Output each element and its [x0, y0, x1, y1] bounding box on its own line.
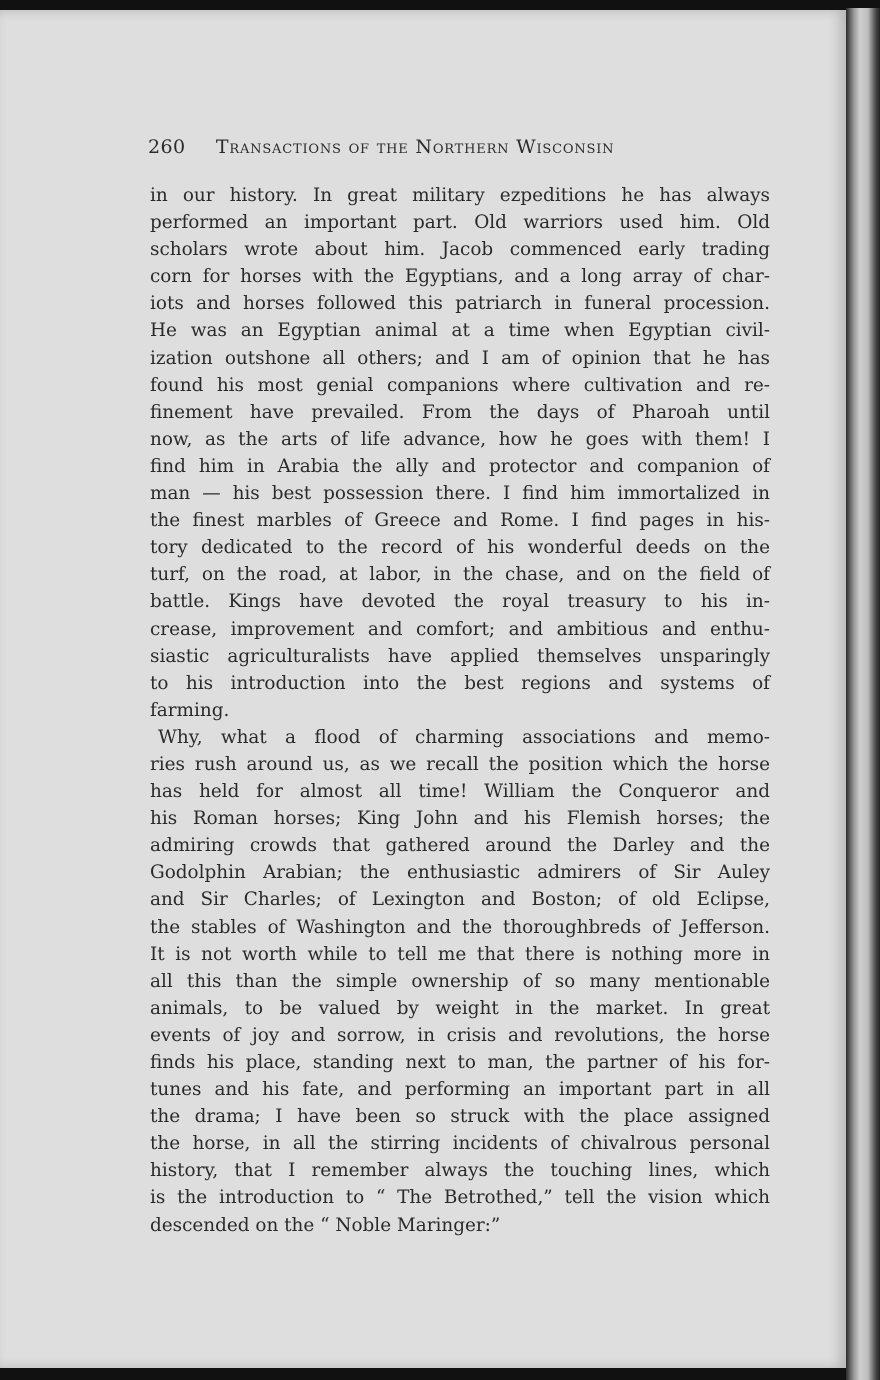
- book-page: [0, 10, 846, 1368]
- text-line: man — his best possession there. I find him immortalized in: [150, 483, 770, 505]
- text-line: his Roman horses; King John and his Flemish horses; the: [150, 808, 770, 830]
- text-line: the stables of Washington and the thoroughbreds of Jefferson.: [150, 916, 770, 938]
- text-line: to his introduction into the best regions and systems of: [150, 672, 770, 694]
- text-line: the finest marbles of Greece and Rome. I find pages in his-: [150, 510, 770, 532]
- text-line: ization outshone all others; and I am of opinion that he has: [150, 347, 770, 369]
- text-line: He was an Egyptian animal at a time when Egyptian civil-: [150, 320, 770, 342]
- text-line: the horse, in all the stirring incidents of chivalrous personal: [150, 1133, 770, 1155]
- text-line: ries rush around us, as we recall the position which the horse: [150, 753, 770, 775]
- text-line: tory dedicated to the record of his wonderful deeds on the: [150, 537, 770, 559]
- text-line: tunes and his fate, and performing an important part in all: [150, 1079, 770, 1101]
- text-line: siastic agriculturalists have applied themselves unsparingly: [150, 645, 770, 667]
- text-line: is the introduction to “ The Betrothed,” tell the vision which: [150, 1187, 770, 1209]
- text-line: admiring crowds that gathered around the Darley and the: [150, 835, 770, 857]
- page-header: [148, 136, 768, 158]
- text-line: iots and horses followed this patriarch in funeral procession.: [150, 293, 770, 315]
- text-line: It is not worth while to tell me that there is nothing more in: [150, 943, 770, 965]
- text-line: in our history. In great military ezpeditions he has always: [150, 185, 770, 206]
- text-line: Godolphin Arabian; the enthusiastic admirers of Sir Auley: [150, 862, 770, 884]
- text-line: events of joy and sorrow, in crisis and revolutions, the horse: [150, 1024, 770, 1046]
- page-number: 260: [148, 136, 186, 158]
- paragraph: [150, 182, 770, 724]
- text-line: find him in Arabia the ally and protector and companion of: [150, 455, 770, 477]
- text-line: found his most genial companions where cultivation and re-: [150, 374, 770, 396]
- text-line: finement have prevailed. From the days of Pharoah until: [150, 401, 770, 423]
- text-line: has held for almost all time! William the Conqueror and: [150, 781, 770, 803]
- text-line: turf, on the road, at labor, in the chase, and on the field of: [150, 564, 770, 586]
- text-line: and Sir Charles; of Lexington and Boston; of old Eclipse,: [150, 889, 770, 911]
- text-line: history, that I remember always the touching lines, which: [150, 1160, 770, 1182]
- text-line: corn for horses with the Egyptians, and a long array of char-: [150, 266, 770, 288]
- text-line: all this than the simple ownership of so many mentionable: [150, 970, 770, 992]
- text-line: farming.: [150, 699, 230, 721]
- text-line: performed an important part. Old warriors used him. Old: [150, 212, 770, 234]
- text-line: Why, what a flood of charming associations and memo-: [158, 726, 770, 748]
- text-line: scholars wrote about him. Jacob commenced early trading: [150, 239, 770, 261]
- text-line: finds his place, standing next to man, the partner of his for-: [150, 1052, 770, 1073]
- text-line: now, as the arts of life advance, how he goes with them! I: [150, 428, 770, 450]
- running-title: Transactions of the Northern Wisconsin: [215, 136, 615, 158]
- text-line: the drama; I have been so struck with the place assigned: [150, 1106, 770, 1128]
- body-text: [150, 182, 770, 1239]
- text-line: descended on the “ Noble Maringer:”: [150, 1214, 501, 1236]
- page-edge: [846, 8, 880, 1380]
- text-line: battle. Kings have devoted the royal treasury to his in-: [150, 591, 770, 613]
- text-line: animals, to be valued by weight in the market. In great: [150, 997, 770, 1019]
- text-line: crease, improvement and comfort; and ambitious and enthu-: [150, 618, 770, 640]
- paragraph: [150, 724, 770, 1239]
